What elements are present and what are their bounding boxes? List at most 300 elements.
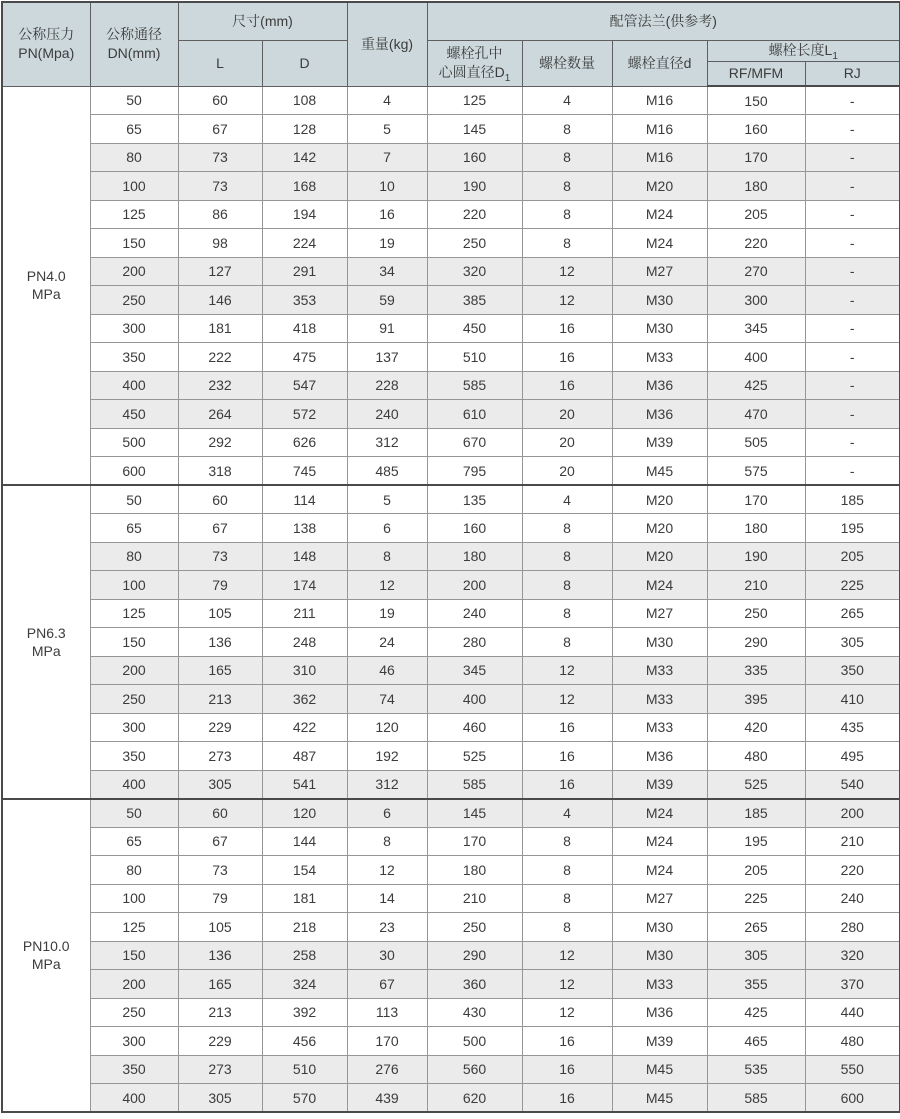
table-row (2, 941, 900, 970)
table-cell: 270 (707, 257, 805, 286)
table-cell: 200 (427, 571, 522, 600)
table-cell: 510 (427, 343, 522, 372)
table-cell: M33 (612, 685, 707, 714)
table-cell: 12 (522, 286, 612, 315)
table-row (2, 400, 900, 429)
table-cell: 8 (522, 229, 612, 258)
table-cell: 312 (347, 428, 427, 457)
table-row (2, 713, 900, 742)
table-cell: - (805, 86, 900, 115)
table-cell: 12 (522, 656, 612, 685)
table-cell: 7 (347, 143, 427, 172)
table-cell: 205 (707, 200, 805, 229)
table-cell: 80 (90, 143, 178, 172)
table-cell: 220 (427, 200, 522, 229)
header-size-d: D (262, 40, 347, 86)
table-cell: 310 (262, 656, 347, 685)
table-cell: 795 (427, 457, 522, 486)
table-cell: 185 (805, 485, 900, 514)
table-cell: 350 (90, 742, 178, 771)
table-cell: 300 (90, 1027, 178, 1056)
header-nominal-pressure-line2: PN(Mpa) (18, 45, 75, 62)
table-cell: 24 (347, 628, 427, 657)
table-cell: 125 (90, 913, 178, 942)
table-cell: 12 (522, 257, 612, 286)
table-row (2, 770, 900, 799)
table-cell: 362 (262, 685, 347, 714)
table-cell: 100 (90, 172, 178, 201)
table-cell: 16 (522, 1084, 612, 1113)
table-cell: 137 (347, 343, 427, 372)
table-row (2, 200, 900, 229)
table-cell: 210 (805, 827, 900, 856)
table-cell: 8 (522, 115, 612, 144)
table-cell: 345 (427, 656, 522, 685)
table-cell: 8 (522, 628, 612, 657)
table-body (2, 86, 900, 1112)
table-cell: M24 (612, 799, 707, 828)
table-cell: 200 (90, 257, 178, 286)
table-cell: 495 (805, 742, 900, 771)
table-cell: 318 (178, 457, 262, 486)
table-cell: - (805, 457, 900, 486)
table-cell: 5 (347, 115, 427, 144)
table-cell: 60 (178, 86, 262, 115)
table-cell: 240 (805, 884, 900, 913)
table-cell: 19 (347, 599, 427, 628)
table-cell: 300 (90, 713, 178, 742)
table-cell: 355 (707, 970, 805, 999)
table-cell: - (805, 115, 900, 144)
table-cell: - (805, 371, 900, 400)
table-row (2, 257, 900, 286)
table-cell: 12 (522, 941, 612, 970)
table-cell: 450 (427, 314, 522, 343)
table-cell: 8 (522, 571, 612, 600)
table-cell: 16 (522, 770, 612, 799)
table-cell: 80 (90, 542, 178, 571)
table-cell: 500 (427, 1027, 522, 1056)
table-cell: M45 (612, 1084, 707, 1113)
table-cell: 220 (805, 856, 900, 885)
table-cell: M36 (612, 742, 707, 771)
table-cell: 190 (707, 542, 805, 571)
table-cell: 620 (427, 1084, 522, 1113)
table-cell: 170 (347, 1027, 427, 1056)
table-cell: 8 (347, 827, 427, 856)
table-cell: 350 (90, 343, 178, 372)
table-cell: - (805, 143, 900, 172)
table-cell: 505 (707, 428, 805, 457)
table-cell: 440 (805, 998, 900, 1027)
table-cell: 205 (707, 856, 805, 885)
table-cell: 485 (347, 457, 427, 486)
header-nominal-pressure (2, 2, 90, 86)
table-cell: M36 (612, 400, 707, 429)
table-cell: M24 (612, 229, 707, 258)
table-header (2, 2, 900, 86)
table-cell: 128 (262, 115, 347, 144)
table-cell: M36 (612, 371, 707, 400)
table-cell: 8 (522, 143, 612, 172)
table-cell: 30 (347, 941, 427, 970)
table-cell: M20 (612, 485, 707, 514)
table-cell: 600 (805, 1084, 900, 1113)
table-row (2, 286, 900, 315)
table-cell: 264 (178, 400, 262, 429)
table-cell: 305 (178, 1084, 262, 1113)
table-cell: 190 (427, 172, 522, 201)
table-row (2, 970, 900, 999)
header-bolt-circle-line1: 螺栓孔中 (446, 45, 503, 62)
table-row (2, 514, 900, 543)
header-nominal-diameter-line1: 公称通径 (106, 26, 162, 43)
table-cell: 200 (90, 970, 178, 999)
table-cell: 127 (178, 257, 262, 286)
table-cell: 16 (522, 371, 612, 400)
table-cell: 370 (805, 970, 900, 999)
table-row (2, 799, 900, 828)
table-cell: 222 (178, 343, 262, 372)
table-cell: 67 (178, 514, 262, 543)
table-cell: 224 (262, 229, 347, 258)
header-size-group: 尺寸(mm) (178, 2, 347, 40)
table-cell: 16 (522, 314, 612, 343)
table-cell: M39 (612, 1027, 707, 1056)
table-cell: 8 (522, 884, 612, 913)
table-cell: 100 (90, 884, 178, 913)
table-cell: 250 (90, 998, 178, 1027)
table-cell: 185 (707, 799, 805, 828)
table-cell: 65 (90, 115, 178, 144)
table-row (2, 343, 900, 372)
table-cell: 510 (262, 1055, 347, 1084)
table-cell: 250 (90, 286, 178, 315)
table-cell: 353 (262, 286, 347, 315)
table-cell: 50 (90, 86, 178, 115)
table-cell: 200 (805, 799, 900, 828)
table-cell: 125 (90, 200, 178, 229)
section-label: PN4.0 MPa (2, 86, 90, 485)
table-cell: 150 (90, 941, 178, 970)
table-cell: 105 (178, 913, 262, 942)
table-cell: 585 (427, 371, 522, 400)
table-cell: 114 (262, 485, 347, 514)
table-cell: 6 (347, 799, 427, 828)
table-cell: 420 (707, 713, 805, 742)
table-cell: 547 (262, 371, 347, 400)
table-cell: 480 (707, 742, 805, 771)
table-cell: 585 (707, 1084, 805, 1113)
table-cell: 470 (707, 400, 805, 429)
table-cell: 320 (805, 941, 900, 970)
table-row (2, 827, 900, 856)
header-bolt-circle (427, 40, 522, 86)
header-bolt-length: 螺栓长度$L_1$ (707, 40, 900, 61)
table-cell: 392 (262, 998, 347, 1027)
table-cell: 8 (522, 913, 612, 942)
table-cell: - (805, 400, 900, 429)
table-cell: 14 (347, 884, 427, 913)
table-cell: 8 (522, 514, 612, 543)
table-cell: 305 (178, 770, 262, 799)
table-cell: 180 (427, 542, 522, 571)
table-cell: 125 (427, 86, 522, 115)
table-row (2, 884, 900, 913)
table-cell: M24 (612, 827, 707, 856)
table-cell: 135 (427, 485, 522, 514)
table-cell: - (805, 257, 900, 286)
table-cell: - (805, 200, 900, 229)
table-cell: M33 (612, 970, 707, 999)
table-cell: M36 (612, 998, 707, 1027)
table-cell: 610 (427, 400, 522, 429)
table-cell: 229 (178, 713, 262, 742)
table-cell: 425 (707, 371, 805, 400)
table-cell: 385 (427, 286, 522, 315)
table-cell: - (805, 229, 900, 258)
table-row (2, 143, 900, 172)
table-cell: M45 (612, 457, 707, 486)
table-cell: 560 (427, 1055, 522, 1084)
table-cell: M20 (612, 172, 707, 201)
table-cell: 181 (178, 314, 262, 343)
table-cell: 487 (262, 742, 347, 771)
table-cell: 145 (427, 799, 522, 828)
table-cell: 50 (90, 485, 178, 514)
table-cell: 250 (90, 685, 178, 714)
table-cell: M24 (612, 856, 707, 885)
table-cell: 213 (178, 998, 262, 1027)
table-row (2, 1084, 900, 1113)
table-cell: 273 (178, 742, 262, 771)
table-row (2, 485, 900, 514)
table-cell: 225 (805, 571, 900, 600)
table-cell: 192 (347, 742, 427, 771)
table-cell: M20 (612, 542, 707, 571)
table-row (2, 742, 900, 771)
table-cell: 16 (522, 1055, 612, 1084)
table-cell: 450 (90, 400, 178, 429)
table-cell: - (805, 428, 900, 457)
table-cell: 12 (522, 970, 612, 999)
table-cell: 12 (522, 998, 612, 1027)
table-cell: 290 (707, 628, 805, 657)
table-cell: 145 (427, 115, 522, 144)
table-cell: 165 (178, 970, 262, 999)
table-row (2, 428, 900, 457)
table-cell: 59 (347, 286, 427, 315)
table-cell: 213 (178, 685, 262, 714)
table-cell: - (805, 343, 900, 372)
table-row (2, 542, 900, 571)
table-cell: M24 (612, 200, 707, 229)
table-cell: 550 (805, 1055, 900, 1084)
table-cell: M30 (612, 314, 707, 343)
table-cell: M16 (612, 143, 707, 172)
header-rj: RJ (805, 61, 900, 86)
table-cell: 345 (707, 314, 805, 343)
table-cell: 350 (90, 1055, 178, 1084)
table-row (2, 998, 900, 1027)
table-cell: 19 (347, 229, 427, 258)
table-cell: 67 (178, 827, 262, 856)
table-cell: 250 (427, 229, 522, 258)
table-cell: 91 (347, 314, 427, 343)
table-cell: 480 (805, 1027, 900, 1056)
header-bolt-count: 螺栓数量 (522, 40, 612, 86)
table-cell: 34 (347, 257, 427, 286)
table-cell: M30 (612, 628, 707, 657)
table-cell: 150 (707, 86, 805, 115)
table-cell: 4 (522, 799, 612, 828)
table-row (2, 457, 900, 486)
table-cell: M24 (612, 571, 707, 600)
table-cell: 16 (522, 343, 612, 372)
table-cell: 220 (707, 229, 805, 258)
table-cell: 200 (90, 656, 178, 685)
table-cell: 585 (427, 770, 522, 799)
table-cell: 194 (262, 200, 347, 229)
table-row (2, 685, 900, 714)
table-cell: 105 (178, 599, 262, 628)
table-cell: 113 (347, 998, 427, 1027)
table-cell: 460 (427, 713, 522, 742)
table-cell: 465 (707, 1027, 805, 1056)
table-cell: 400 (90, 371, 178, 400)
table-cell: 541 (262, 770, 347, 799)
header-weight: 重量(kg) (347, 2, 427, 86)
table-cell: 23 (347, 913, 427, 942)
table-cell: 570 (262, 1084, 347, 1113)
table-cell: 67 (178, 115, 262, 144)
table-cell: 46 (347, 656, 427, 685)
table-cell: 291 (262, 257, 347, 286)
table-cell: 425 (707, 998, 805, 1027)
table-cell: 12 (347, 856, 427, 885)
table-row (2, 599, 900, 628)
table-cell: M20 (612, 514, 707, 543)
table-cell: M30 (612, 913, 707, 942)
table-cell: 16 (347, 200, 427, 229)
table-row (2, 86, 900, 115)
table-cell: 258 (262, 941, 347, 970)
table-cell: 73 (178, 542, 262, 571)
table-cell: M39 (612, 770, 707, 799)
table-cell: 120 (347, 713, 427, 742)
table-cell: 73 (178, 172, 262, 201)
table-row (2, 656, 900, 685)
table-cell: 67 (347, 970, 427, 999)
table-cell: 305 (805, 628, 900, 657)
table-cell: 20 (522, 428, 612, 457)
table-cell: 250 (707, 599, 805, 628)
section-label: PN10.0 MPa (2, 799, 90, 1113)
header-nominal-diameter-line2: DN(mm) (107, 45, 161, 62)
table-cell: 168 (262, 172, 347, 201)
table-row (2, 571, 900, 600)
table-cell: 335 (707, 656, 805, 685)
table-cell: 500 (90, 428, 178, 457)
table-cell: 60 (178, 485, 262, 514)
table-cell: 280 (427, 628, 522, 657)
table-cell: 248 (262, 628, 347, 657)
table-cell: M45 (612, 1055, 707, 1084)
table-cell: 324 (262, 970, 347, 999)
section-label: PN6.3 MPa (2, 485, 90, 799)
table-cell: M33 (612, 656, 707, 685)
table-row (2, 229, 900, 258)
table-cell: 8 (522, 599, 612, 628)
table-cell: 210 (707, 571, 805, 600)
table-row (2, 1055, 900, 1084)
table-cell: M27 (612, 884, 707, 913)
table-cell: 136 (178, 941, 262, 970)
table-cell: 600 (90, 457, 178, 486)
table-cell: 174 (262, 571, 347, 600)
table-cell: 205 (805, 542, 900, 571)
table-cell: 422 (262, 713, 347, 742)
table-cell: 250 (427, 913, 522, 942)
table-cell: 265 (805, 599, 900, 628)
table-row (2, 314, 900, 343)
table-cell: 210 (427, 884, 522, 913)
table-cell: 276 (347, 1055, 427, 1084)
table-cell: 154 (262, 856, 347, 885)
table-cell: 160 (707, 115, 805, 144)
table-cell: 160 (427, 143, 522, 172)
table-cell: 79 (178, 884, 262, 913)
header-size-l: L (178, 40, 262, 86)
table-cell: 138 (262, 514, 347, 543)
table-cell: 12 (347, 571, 427, 600)
table-row (2, 856, 900, 885)
table-cell: M33 (612, 713, 707, 742)
spec-table (1, 1, 900, 1113)
table-cell: M16 (612, 115, 707, 144)
table-cell: 745 (262, 457, 347, 486)
table-cell: 6 (347, 514, 427, 543)
table-cell: 125 (90, 599, 178, 628)
table-cell: 10 (347, 172, 427, 201)
table-cell: 60 (178, 799, 262, 828)
table-cell: 395 (707, 685, 805, 714)
table-cell: 8 (522, 856, 612, 885)
table-cell: 575 (707, 457, 805, 486)
table-cell: 108 (262, 86, 347, 115)
table-cell: 100 (90, 571, 178, 600)
table-cell: 79 (178, 571, 262, 600)
table-cell: 12 (522, 685, 612, 714)
table-row (2, 1027, 900, 1056)
table-row (2, 115, 900, 144)
table-cell: 265 (707, 913, 805, 942)
table-cell: 180 (707, 172, 805, 201)
table-cell: 300 (90, 314, 178, 343)
table-cell: 240 (427, 599, 522, 628)
table-cell: 360 (427, 970, 522, 999)
table-cell: 180 (707, 514, 805, 543)
table-cell: 290 (427, 941, 522, 970)
table-cell: 4 (347, 86, 427, 115)
table-cell: 312 (347, 770, 427, 799)
table-cell: 170 (707, 143, 805, 172)
table-cell: M27 (612, 257, 707, 286)
header-nominal-diameter (90, 2, 178, 86)
table-cell: 170 (707, 485, 805, 514)
table-cell: 160 (427, 514, 522, 543)
table-cell: 218 (262, 913, 347, 942)
